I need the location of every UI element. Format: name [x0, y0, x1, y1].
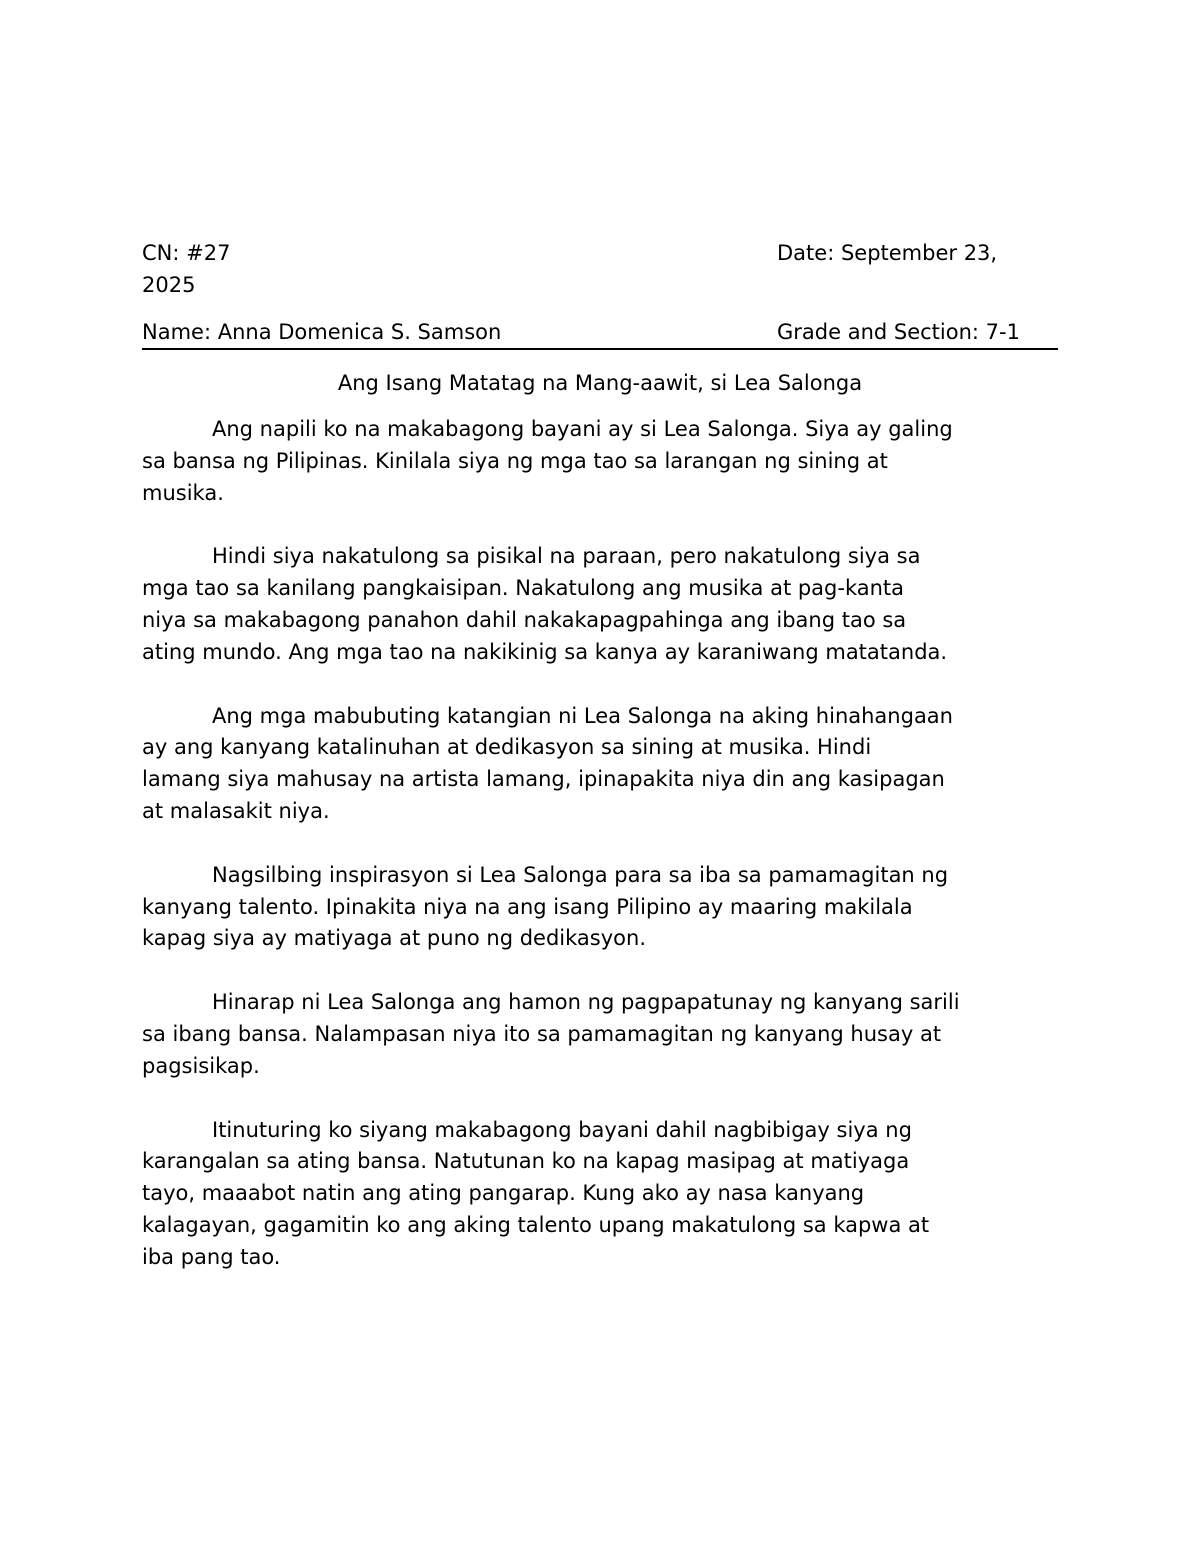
paragraph-5: [142, 987, 1058, 1082]
paragraph-1: [142, 414, 1058, 509]
paragraph-line: kanyang talento. Ipinakita niya na ang isang Pilipino ay maaring makilala: [142, 894, 913, 919]
paragraph-line: at malasakit niya.: [142, 798, 330, 823]
paragraph-4: [142, 860, 1058, 955]
paragraph-line: karangalan sa ating bansa. Natutunan ko na kapag masipag at matiyaga: [142, 1149, 910, 1174]
paragraph-line: pagsisikap.: [142, 1053, 260, 1078]
paragraph-line: Hindi siya nakatulong sa pisikal na paraan, pero nakatulong siya sa: [212, 544, 921, 569]
paragraph-3: [142, 701, 1058, 828]
paragraph-line: Nagsilbing inspirasyon si Lea Salonga para sa iba sa pamamagitan ng: [212, 862, 949, 887]
paragraph-line: Hinarap ni Lea Salonga ang hamon ng pagpapatunay ng kanyang sarili: [212, 990, 960, 1015]
paragraph-line: lamang siya mahusay na artista lamang, ipinapakita niya din ang kasipagan: [142, 767, 945, 792]
date-label: Date: September 23,: [777, 241, 998, 265]
student-name: Name: Anna Domenica S. Samson: [142, 320, 502, 344]
paragraph-line: kalagayan, gagamitin ko ang aking talento upang makatulong sa kapwa at: [142, 1212, 930, 1237]
paragraph-line: ating mundo. Ang mga tao na nakikinig sa kanya ay karaniwang matatanda.: [142, 639, 948, 664]
paragraph-line: tayo, maaabot natin ang ating pangarap. Kung ako ay nasa kanyang: [142, 1181, 865, 1206]
paragraph-line: sa bansa ng Pilipinas. Kinilala siya ng mga tao sa larangan ng sining at: [142, 448, 888, 473]
paragraph-line: iba pang tao.: [142, 1244, 281, 1269]
grade-section: Grade and Section: 7-1: [777, 320, 1020, 344]
paragraph-line: Itinuturing ko siyang makabagong bayani dahil nagbibigay siya ng: [212, 1117, 912, 1142]
paragraph-line: Ang mga mabubuting katangian ni Lea Salonga na aking hinahangaan: [212, 703, 953, 728]
paragraph-line: sa ibang bansa. Nalampasan niya ito sa pamamagitan ng kanyang husay at: [142, 1021, 942, 1046]
header-row-name: [142, 316, 1058, 350]
essay-title: Ang Isang Matatag na Mang-aawit, si Lea Salonga: [337, 371, 863, 395]
paragraph-line: mga tao sa kanilang pangkaisipan. Nakatulong ang musika at pag-kanta: [142, 576, 905, 601]
paragraph-line: musika.: [142, 480, 224, 505]
date-year: 2025: [142, 273, 196, 297]
paragraph-line: niya sa makabagong panahon dahil nakakapagpahinga ang ibang tao sa: [142, 607, 907, 632]
essay-body: [142, 414, 1058, 1306]
class-number: CN: #27: [142, 241, 231, 265]
paragraph-6: [142, 1115, 1058, 1274]
paragraph-2: [142, 541, 1058, 668]
paragraph-line: Ang napili ko na makabagong bayani ay si Lea Salonga. Siya ay galing: [212, 417, 953, 441]
paragraph-line: ay ang kanyang katalinuhan at dedikasyon sa sining at musika. Hindi: [142, 735, 872, 760]
paragraph-line: kapag siya ay matiyaga at puno ng dedikasyon.: [142, 926, 646, 951]
